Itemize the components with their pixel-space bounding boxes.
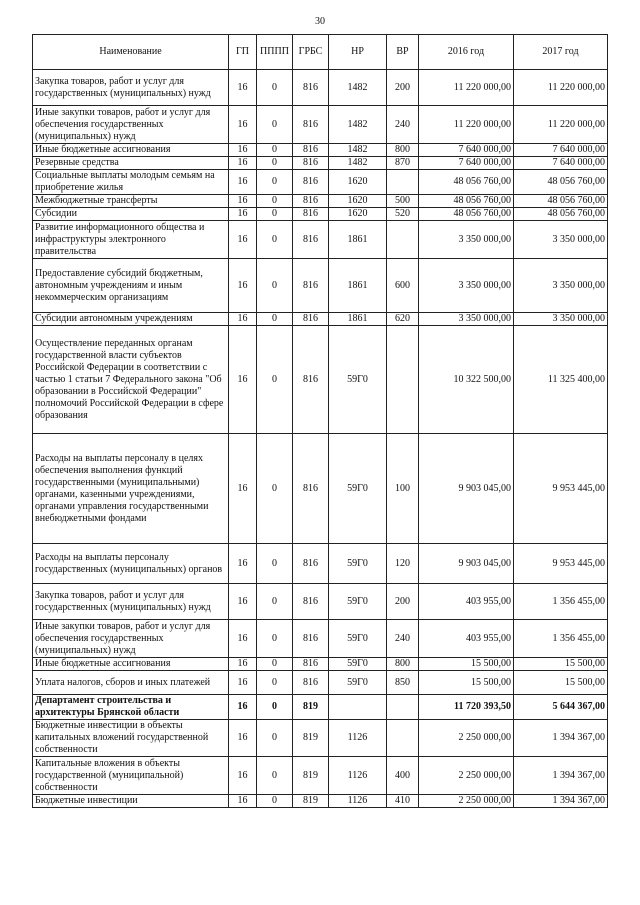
cell-2016: 15 500,00 xyxy=(419,658,514,671)
cell-vr: 800 xyxy=(387,658,419,671)
table-row xyxy=(33,208,608,221)
header-gp: ГП xyxy=(229,35,257,70)
cell-gp: 16 xyxy=(229,434,257,544)
cell-pppp: 0 xyxy=(257,208,293,221)
table-row xyxy=(33,671,608,695)
cell-grbs: 816 xyxy=(293,170,329,195)
cell-2017: 3 350 000,00 xyxy=(514,313,608,326)
cell-name: Закупка товаров, работ и услуг для государственных (муниципальных) нужд xyxy=(33,584,229,620)
cell-pppp: 0 xyxy=(257,695,293,720)
cell-vr: 200 xyxy=(387,584,419,620)
cell-grbs: 816 xyxy=(293,221,329,259)
table-row xyxy=(33,757,608,795)
table-body xyxy=(33,70,608,808)
cell-pppp: 0 xyxy=(257,544,293,584)
budget-table xyxy=(32,34,608,808)
cell-nr: 1861 xyxy=(329,259,387,313)
cell-gp: 16 xyxy=(229,170,257,195)
cell-name: Субсидии xyxy=(33,208,229,221)
cell-gp: 16 xyxy=(229,795,257,808)
cell-gp: 16 xyxy=(229,313,257,326)
cell-name: Иные бюджетные ассигнования xyxy=(33,658,229,671)
cell-2016: 10 322 500,00 xyxy=(419,326,514,434)
cell-gp: 16 xyxy=(229,326,257,434)
cell-nr: 1482 xyxy=(329,106,387,144)
cell-nr: 59Г0 xyxy=(329,584,387,620)
cell-name: Закупка товаров, работ и услуг для государственных (муниципальных) нужд xyxy=(33,70,229,106)
cell-nr xyxy=(329,695,387,720)
cell-2017: 11 220 000,00 xyxy=(514,70,608,106)
cell-2016: 48 056 760,00 xyxy=(419,208,514,221)
header-nr: НР xyxy=(329,35,387,70)
cell-grbs: 816 xyxy=(293,144,329,157)
cell-grbs: 816 xyxy=(293,208,329,221)
cell-grbs: 816 xyxy=(293,195,329,208)
cell-2017: 7 640 000,00 xyxy=(514,144,608,157)
header-2017: 2017 год xyxy=(514,35,608,70)
table-row xyxy=(33,144,608,157)
cell-gp: 16 xyxy=(229,144,257,157)
cell-2016: 9 903 045,00 xyxy=(419,434,514,544)
cell-vr: 520 xyxy=(387,208,419,221)
cell-vr: 400 xyxy=(387,757,419,795)
cell-name: Межбюджетные трансферты xyxy=(33,195,229,208)
cell-2017: 1 394 367,00 xyxy=(514,720,608,757)
cell-pppp: 0 xyxy=(257,620,293,658)
cell-2017: 3 350 000,00 xyxy=(514,259,608,313)
table-row xyxy=(33,620,608,658)
cell-pppp: 0 xyxy=(257,157,293,170)
cell-vr: 870 xyxy=(387,157,419,170)
cell-2016: 48 056 760,00 xyxy=(419,195,514,208)
cell-name: Резервные средства xyxy=(33,157,229,170)
cell-nr: 59Г0 xyxy=(329,658,387,671)
cell-gp: 16 xyxy=(229,757,257,795)
cell-nr: 1861 xyxy=(329,221,387,259)
cell-gp: 16 xyxy=(229,259,257,313)
cell-gp: 16 xyxy=(229,106,257,144)
cell-2016: 9 903 045,00 xyxy=(419,544,514,584)
cell-2016: 2 250 000,00 xyxy=(419,757,514,795)
cell-name: Бюджетные инвестиции xyxy=(33,795,229,808)
cell-pppp: 0 xyxy=(257,671,293,695)
cell-2016: 3 350 000,00 xyxy=(419,221,514,259)
cell-vr xyxy=(387,221,419,259)
cell-pppp: 0 xyxy=(257,795,293,808)
cell-grbs: 816 xyxy=(293,106,329,144)
cell-name: Предоставление субсидий бюджетным, автономным учреждениям и иным некоммерческим организациям xyxy=(33,259,229,313)
cell-2016: 7 640 000,00 xyxy=(419,157,514,170)
cell-name: Уплата налогов, сборов и иных платежей xyxy=(33,671,229,695)
cell-vr: 240 xyxy=(387,106,419,144)
cell-grbs: 816 xyxy=(293,326,329,434)
cell-gp: 16 xyxy=(229,208,257,221)
table-row xyxy=(33,157,608,170)
cell-pppp: 0 xyxy=(257,757,293,795)
cell-2016: 403 955,00 xyxy=(419,584,514,620)
table-row xyxy=(33,795,608,808)
table-row xyxy=(33,70,608,106)
table-row xyxy=(33,434,608,544)
cell-gp: 16 xyxy=(229,544,257,584)
cell-2017: 11 220 000,00 xyxy=(514,106,608,144)
table-row xyxy=(33,170,608,195)
cell-name: Расходы на выплаты персоналу в целях обеспечения выполнения функций государственными (муниципальными) органами, казенными учреждениями, органами управления государственными внебюджетными фондами xyxy=(33,434,229,544)
table-row xyxy=(33,544,608,584)
cell-2017: 11 325 400,00 xyxy=(514,326,608,434)
cell-pppp: 0 xyxy=(257,106,293,144)
cell-name: Осуществление переданных органам государственной власти субъектов Российской Федерации в соответствии с частью 1 статьи 7 Федерального закона "Об образовании в Российской Федерации" полномочий Российской Федерации в сфере образования xyxy=(33,326,229,434)
cell-grbs: 816 xyxy=(293,544,329,584)
cell-pppp: 0 xyxy=(257,70,293,106)
cell-grbs: 819 xyxy=(293,757,329,795)
cell-2016: 403 955,00 xyxy=(419,620,514,658)
table-row xyxy=(33,584,608,620)
cell-nr: 1126 xyxy=(329,757,387,795)
cell-pppp: 0 xyxy=(257,221,293,259)
cell-nr: 1126 xyxy=(329,795,387,808)
cell-pppp: 0 xyxy=(257,259,293,313)
cell-name: Департамент строительства и архитектуры Брянской области xyxy=(33,695,229,720)
cell-pppp: 0 xyxy=(257,144,293,157)
cell-nr: 59Г0 xyxy=(329,544,387,584)
cell-gp: 16 xyxy=(229,658,257,671)
cell-2017: 9 953 445,00 xyxy=(514,434,608,544)
cell-vr: 200 xyxy=(387,70,419,106)
cell-nr: 59Г0 xyxy=(329,671,387,695)
cell-gp: 16 xyxy=(229,195,257,208)
table-row xyxy=(33,221,608,259)
header-grbs: ГРБС xyxy=(293,35,329,70)
cell-vr: 800 xyxy=(387,144,419,157)
cell-grbs: 819 xyxy=(293,795,329,808)
cell-pppp: 0 xyxy=(257,720,293,757)
cell-name: Бюджетные инвестиции в объекты капитальных вложений государственной собственности xyxy=(33,720,229,757)
cell-gp: 16 xyxy=(229,695,257,720)
cell-vr: 620 xyxy=(387,313,419,326)
cell-pppp: 0 xyxy=(257,313,293,326)
cell-2017: 15 500,00 xyxy=(514,658,608,671)
table-row xyxy=(33,658,608,671)
table-header-row xyxy=(33,35,608,70)
cell-nr: 1126 xyxy=(329,720,387,757)
cell-vr: 410 xyxy=(387,795,419,808)
cell-vr xyxy=(387,326,419,434)
cell-nr: 1482 xyxy=(329,144,387,157)
cell-grbs: 816 xyxy=(293,671,329,695)
cell-name: Социальные выплаты молодым семьям на приобретение жилья xyxy=(33,170,229,195)
cell-2017: 48 056 760,00 xyxy=(514,208,608,221)
table-row xyxy=(33,695,608,720)
cell-gp: 16 xyxy=(229,620,257,658)
cell-grbs: 816 xyxy=(293,259,329,313)
cell-gp: 16 xyxy=(229,720,257,757)
cell-2017: 15 500,00 xyxy=(514,671,608,695)
table-row xyxy=(33,720,608,757)
cell-2017: 48 056 760,00 xyxy=(514,195,608,208)
cell-grbs: 819 xyxy=(293,720,329,757)
cell-2016: 15 500,00 xyxy=(419,671,514,695)
header-2016: 2016 год xyxy=(419,35,514,70)
cell-2016: 11 720 393,50 xyxy=(419,695,514,720)
cell-2016: 48 056 760,00 xyxy=(419,170,514,195)
cell-vr: 240 xyxy=(387,620,419,658)
cell-gp: 16 xyxy=(229,584,257,620)
table-row xyxy=(33,313,608,326)
cell-nr: 59Г0 xyxy=(329,620,387,658)
page-number: 30 xyxy=(315,16,325,27)
header-pppp: ПППП xyxy=(257,35,293,70)
cell-2016: 2 250 000,00 xyxy=(419,795,514,808)
table-row xyxy=(33,326,608,434)
cell-name: Иные закупки товаров, работ и услуг для обеспечения государственных (муниципальных) нужд xyxy=(33,620,229,658)
cell-gp: 16 xyxy=(229,157,257,170)
cell-nr: 59Г0 xyxy=(329,434,387,544)
cell-name: Капитальные вложения в объекты государственной (муниципальной) собственности xyxy=(33,757,229,795)
table-row xyxy=(33,195,608,208)
cell-grbs: 816 xyxy=(293,658,329,671)
cell-vr: 600 xyxy=(387,259,419,313)
cell-2017: 1 356 455,00 xyxy=(514,584,608,620)
cell-gp: 16 xyxy=(229,221,257,259)
cell-nr: 1861 xyxy=(329,313,387,326)
cell-2017: 1 356 455,00 xyxy=(514,620,608,658)
cell-vr: 500 xyxy=(387,195,419,208)
cell-grbs: 816 xyxy=(293,70,329,106)
cell-2017: 9 953 445,00 xyxy=(514,544,608,584)
cell-pppp: 0 xyxy=(257,434,293,544)
cell-2016: 3 350 000,00 xyxy=(419,259,514,313)
cell-2017: 1 394 367,00 xyxy=(514,795,608,808)
cell-gp: 16 xyxy=(229,70,257,106)
cell-pppp: 0 xyxy=(257,658,293,671)
cell-nr: 1482 xyxy=(329,157,387,170)
cell-nr: 1620 xyxy=(329,208,387,221)
cell-2017: 1 394 367,00 xyxy=(514,757,608,795)
cell-2016: 2 250 000,00 xyxy=(419,720,514,757)
cell-vr: 120 xyxy=(387,544,419,584)
cell-name: Развитие информационного общества и инфраструктуры электронного правительства xyxy=(33,221,229,259)
cell-name: Иные бюджетные ассигнования xyxy=(33,144,229,157)
cell-2017: 48 056 760,00 xyxy=(514,170,608,195)
cell-pppp: 0 xyxy=(257,170,293,195)
cell-grbs: 816 xyxy=(293,584,329,620)
header-vr: ВР xyxy=(387,35,419,70)
cell-vr: 100 xyxy=(387,434,419,544)
cell-grbs: 819 xyxy=(293,695,329,720)
header-name: Наименование xyxy=(33,35,229,70)
cell-2017: 3 350 000,00 xyxy=(514,221,608,259)
cell-pppp: 0 xyxy=(257,195,293,208)
cell-2017: 5 644 367,00 xyxy=(514,695,608,720)
cell-2016: 7 640 000,00 xyxy=(419,144,514,157)
cell-nr: 1620 xyxy=(329,170,387,195)
cell-pppp: 0 xyxy=(257,584,293,620)
cell-2017: 7 640 000,00 xyxy=(514,157,608,170)
cell-2016: 3 350 000,00 xyxy=(419,313,514,326)
cell-name: Субсидии автономным учреждениям xyxy=(33,313,229,326)
cell-vr: 850 xyxy=(387,671,419,695)
cell-name: Расходы на выплаты персоналу государственных (муниципальных) органов xyxy=(33,544,229,584)
cell-nr: 1620 xyxy=(329,195,387,208)
table-row xyxy=(33,259,608,313)
cell-2016: 11 220 000,00 xyxy=(419,70,514,106)
cell-grbs: 816 xyxy=(293,620,329,658)
cell-gp: 16 xyxy=(229,671,257,695)
cell-name: Иные закупки товаров, работ и услуг для обеспечения государственных (муниципальных) нужд xyxy=(33,106,229,144)
table-row xyxy=(33,106,608,144)
cell-nr: 1482 xyxy=(329,70,387,106)
cell-grbs: 816 xyxy=(293,434,329,544)
cell-grbs: 816 xyxy=(293,313,329,326)
cell-nr: 59Г0 xyxy=(329,326,387,434)
cell-vr xyxy=(387,720,419,757)
cell-vr xyxy=(387,695,419,720)
cell-grbs: 816 xyxy=(293,157,329,170)
cell-pppp: 0 xyxy=(257,326,293,434)
cell-vr xyxy=(387,170,419,195)
cell-2016: 11 220 000,00 xyxy=(419,106,514,144)
